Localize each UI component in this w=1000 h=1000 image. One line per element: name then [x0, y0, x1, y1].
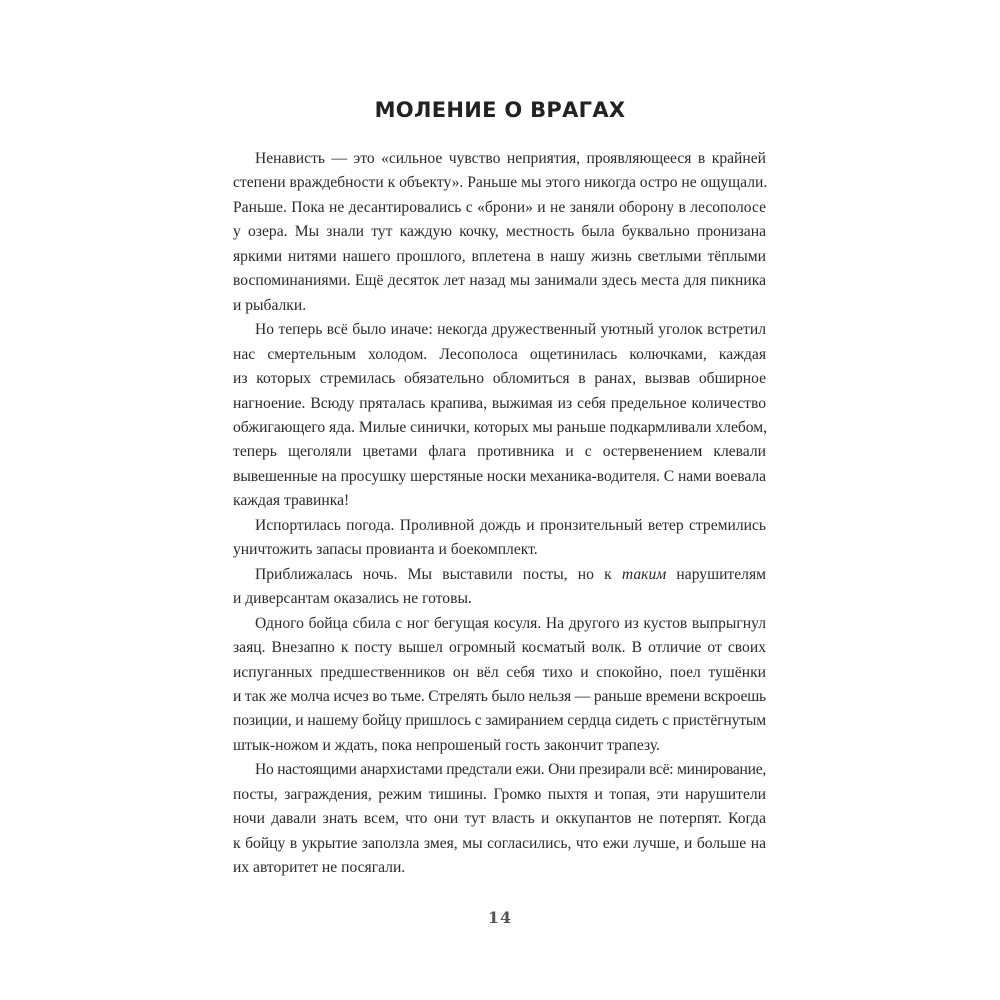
text-segment: нас смертельным холодом. Лесополоса ощетинилась колючками, каждая	[233, 345, 766, 363]
text-segment: у озера. Мы знали тут каждую кочку, местность была буквально пронизана	[233, 223, 766, 241]
text-line	[233, 734, 766, 758]
paragraph	[233, 318, 766, 514]
paragraph	[233, 147, 766, 318]
text-segment: и так же молча исчез во тьме. Стрелять было нельзя — раньше времени вскроешь	[233, 687, 766, 705]
paragraph	[233, 758, 766, 880]
text-line	[233, 269, 766, 293]
text-segment: и диверсантам оказались не готовы.	[233, 590, 472, 608]
text-line	[233, 758, 766, 782]
paragraph	[233, 514, 766, 563]
text-line	[233, 392, 766, 416]
text-line	[233, 807, 766, 831]
text-line	[233, 245, 766, 269]
italic-word: таким	[621, 565, 667, 583]
text-line	[233, 832, 766, 856]
text-segment: нагноение. Всюду пряталась крапива, выжимая из себя предельное количество	[233, 394, 766, 412]
text-segment: нарушителям	[666, 565, 766, 583]
text-segment: Одного бойца сбила с ног бегущая косуля. На другого из кустов выпрыгнул	[255, 614, 766, 632]
page-number: 14	[487, 908, 513, 927]
text-line	[233, 147, 766, 171]
text-segment: штык-ножом и ждать, пока непрошеный гость закончит трапезу.	[233, 736, 660, 754]
text-segment: яркими нитями нашего прошлого, вплетена в нашу жизнь светлыми тёплыми	[233, 247, 766, 265]
text-line	[233, 465, 766, 489]
text-line	[233, 612, 766, 636]
text-line	[233, 489, 766, 513]
text-segment: посты, заграждения, режим тишины. Громко пыхтя и топая, эти нарушители	[233, 785, 766, 803]
text-line	[233, 416, 766, 440]
text-segment: воспоминаниями. Ещё десяток лет назад мы занимали здесь места для пикника	[233, 272, 766, 290]
text-line	[233, 220, 766, 244]
text-line	[233, 783, 766, 807]
text-line	[233, 514, 766, 538]
body-text	[233, 147, 766, 881]
text-line	[233, 563, 766, 587]
text-segment: ночи давали знать всем, что они тут власть и оккупантов не потерпят. Когда	[233, 810, 766, 828]
text-segment: Раньше. Пока не десантировались с «брони» и не заняли оборону в лесополосе	[233, 198, 766, 216]
text-segment: вывешенные на просушку шерстяные носки механика-водителя. С нами воевала	[233, 467, 766, 485]
paragraph	[233, 612, 766, 759]
text-segment: заяц. Внезапно к посту вышел огромный косматый волк. В отличие от своих	[233, 639, 766, 657]
text-line	[233, 636, 766, 660]
text-line	[233, 661, 766, 685]
text-segment: Испортилась погода. Проливной дождь и пронзительный ветер стремились	[255, 516, 766, 534]
paragraph	[233, 563, 766, 612]
text-line	[233, 367, 766, 391]
text-line	[233, 709, 766, 733]
text-segment: и рыбалки.	[233, 296, 307, 314]
text-line	[233, 318, 766, 342]
text-line	[233, 538, 766, 562]
text-segment: каждая травинка!	[233, 492, 350, 510]
text-segment: Ненависть — это «сильное чувство неприятия, проявляющееся в крайней	[255, 150, 766, 167]
text-segment: обжигающего яда. Милые синички, которых мы раньше подкармливали хлебом,	[233, 418, 768, 436]
text-line	[233, 856, 766, 880]
text-line	[233, 196, 766, 220]
text-segment: уничтожить запасы провианта и боекомплект.	[233, 541, 538, 559]
text-line	[233, 587, 766, 611]
text-line	[233, 294, 766, 318]
text-line	[233, 171, 766, 195]
text-segment: Но теперь всё было иначе: некогда дружественный уютный уголок встретил	[255, 321, 766, 339]
text-segment: из которых стремилась обязательно обломиться в ранах, вызвав обширное	[233, 370, 766, 388]
text-line	[233, 343, 766, 367]
text-line	[233, 440, 766, 464]
text-line	[233, 685, 766, 709]
text-segment: Приближалась ночь. Мы выставили посты, но к	[255, 565, 622, 583]
text-segment: испуганных предшественников он вёл себя тихо и спокойно, поел тушёнки	[233, 663, 766, 681]
text-segment: Но настоящими анархистами предстали ежи. Они презирали всё: минирование,	[255, 761, 766, 779]
text-segment: степени враждебности к объекту». Раньше мы этого никогда остро не ощущали.	[233, 174, 768, 192]
text-segment: позиции, и нашему бойцу пришлось с замиранием сердца сидеть с пристёгнутым	[233, 712, 766, 730]
chapter-title: МОЛЕНИЕ О ВРАГАХ	[374, 98, 626, 122]
text-segment: теперь щеголяли цветами флага противника и с остервенением клевали	[233, 443, 766, 461]
text-segment: их авторитет не посягали.	[233, 859, 406, 877]
text-segment: к бойцу в укрытие заползла змея, мы согласились, что ежи лучше, и больше на	[233, 834, 766, 852]
